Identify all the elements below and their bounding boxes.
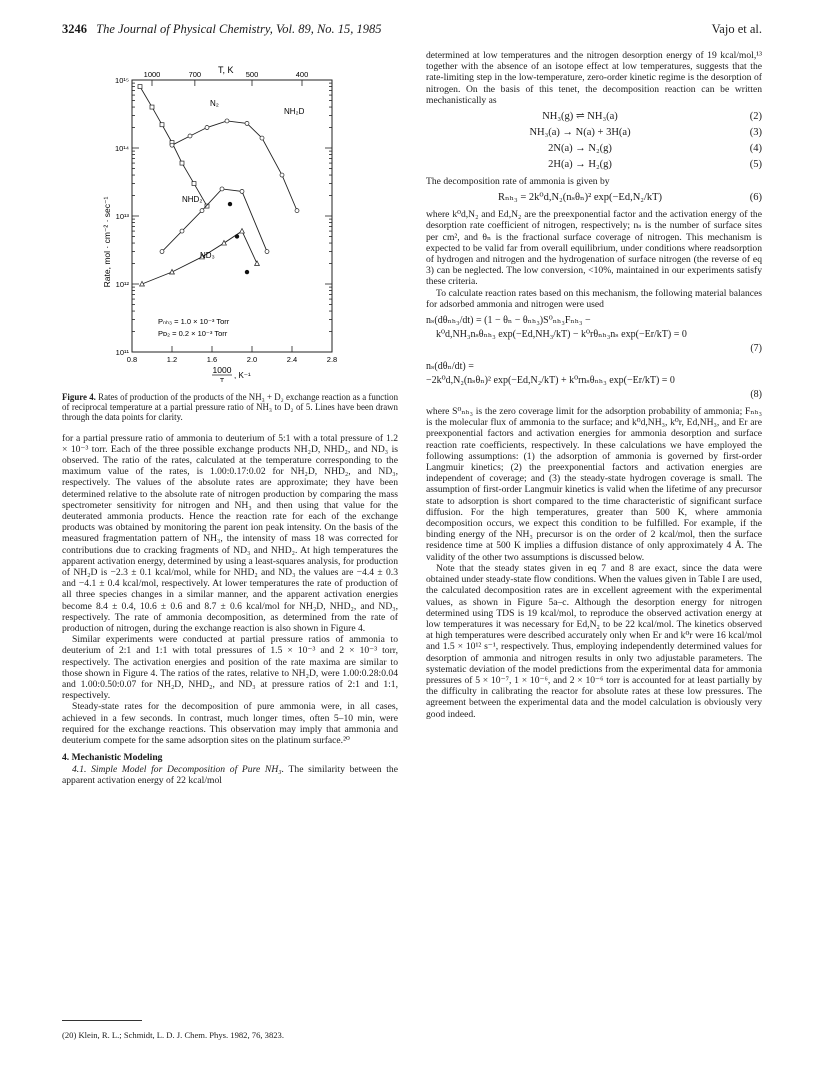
label-nh2d: NH₂D [284,107,305,116]
data-point [245,121,249,125]
data-point [220,187,224,191]
data-point [170,143,174,147]
data-point [222,240,227,245]
data-point [188,134,192,138]
top-tick-label: 1000 [143,70,161,79]
right-para-5: where S⁰ₙₕ₃ is the zero coverage limit for the adsorption probability of ammonia; Fₙₕ₃ is the molecular flux of ammonia to the surface; and k⁰d,NH₃, k⁰r, Ed,NH₃, and Er are preexponential factors and activation energies for ammonia desorption and surface reaction rate coefficients, respectively. In these calculations we have employed the following assumptions: (1) the adsorption of ammonia is governed by first-order Langmuir kinetics; (2) the preexponential factors and activation energies are independent of coverage; and (3) the steady-state hydrogen coverage is small. The assumption of first-order Langmuir kinetics is valid when the lifetime of any precursor state to adsorption is short compared to the time characteristic of significant surface diffusion. For the high temperatures, greater than 500 K, where ammonia decomposition occurs, we expect this condition to be fulfilled. For example, if the binding energy of the NH₃ precursor is on the order of 2 kcal/mol, then the surface residence time at 500 K implies a diffusion distance of only approximately 4 Å. The validity of the other two assumptions is discussed below. [426,406,762,563]
subsection-text: The similarity between the apparent activation energy of 22 kcal/mol [62,763,398,786]
data-point [138,85,142,89]
equation-7-number: (7) [750,343,762,355]
subsection-title: 4.1. Simple Model for Decomposition of Pure NH₃. [72,763,284,775]
data-point [150,105,154,109]
left-para-2: Similar experiments were conducted at partial pressure ratios of ammonia to deuterium of 2:1 and 1:1 with total pressures of 1.5 × 10⁻³ and 2 × 10⁻³ torr, respectively. The activation energies and position of the rate maxima are similar to those shown in Figure 4. The ratios of the rates, relative to NH₂D, were 1.00:0.28:0.04 and 1.00:0.50:0.07 for NH₂D, NHD₂, and ND₃ at pressure ratios of 2:1 and 1:1, respectively. [62,634,398,702]
top-tick-label: 400 [295,70,309,79]
equation-3 [426,125,762,141]
x-tick-label: 2.0 [246,355,258,364]
data-point [225,119,229,123]
y-axis-label: Rate, mol · cm⁻² · sec⁻¹ [102,196,112,288]
left-column [62,392,398,786]
equation-7 [426,314,762,356]
equation-6 [426,190,762,206]
x-label-denominator: T [219,378,225,382]
label-nhd2: NHD₂ [182,195,203,204]
pressure-d2: Pᴅ₂ = 0.2 × 10⁻³ Torr [158,329,228,338]
figure-4-caption [62,392,398,423]
right-para-6: Note that the steady states given in eq 7 and 8 are exact, since the data were obtained under steady-state flow conditions. When the values given in Table I are used, the calculated decomposition rates are in excellent agreement with the experimental values, as shown in Figure 5a–c. Although the desorption energy for nitrogen determined using TDS is 19 kcal/mol, to reproduce the observed activation energy at low temperatures it was necessary for Ed,N₂ to be 22 kcal/mol. The kinetics observed at high temperatures were described accurately only when Er and k⁰r were 16 kcal/mol and 1.5 × 10¹² s⁻¹, respectively. Thus, employing independently determined values for desorption of ammonia and nitrogen results in only two adjustable parameters. The systematic deviation of the model predictions from the experimental data for ammonia pressures of 5 × 10⁻⁷, 1 × 10⁻⁶, and 2 × 10⁻⁶ torr is accounted for at least partially by the difficulty in calibrating the reactor for absolute rates at these low pressures. The agreement between the experimental data and the model calculation is obviously very good indeed. [426,562,762,720]
equation-7-line-2: k⁰d,NH₃nₛθₙₕ₃ exp(−Ed,NH₃/kT) − k⁰rθₙₕ₃nₛ exp(−Er/kT) = 0 [436,329,687,341]
equation-4-expr: 2N(a) → N₂(g) [548,143,612,155]
right-para-1: determined at low temperatures and the nitrogen desorption energy of 19 kcal/mol,¹³ together with the absence of an isotope effect at low temperatures, suggests that the rate-limiting step in the low-temperature, zero-order kinetic regime is the desorption of nitrogen. On the basis of this tenet, the decomposition reaction can be written mechanistically as [426,50,762,106]
right-para-4: To calculate reaction rates based on this mechanism, the following material balances for adsorbed ammonia and nitrogen were used [426,287,762,310]
data-point [170,269,175,274]
equation-5-expr: 2H(a) → H₂(g) [548,159,612,171]
right-para-2: The decomposition rate of ammonia is given by [426,176,610,188]
equation-8-number: (8) [750,389,762,401]
equation-4 [426,141,762,157]
figure-4-chart [92,62,362,382]
plot-frame [132,80,332,352]
right-column [426,50,762,720]
equation-3-expr: NH₃(a) → N(a) + 3H(a) [529,127,631,139]
journal-title: The Journal of Physical Chemistry, Vol. 89, No. 15, 1985 [96,22,382,36]
equation-6-number: (6) [749,192,762,204]
y-tick-label: 10¹³ [115,212,129,221]
data-point [295,209,299,213]
left-para-1: for a partial pressure ratio of ammonia to deuterium of 5:1 with a total pressure of 1.2 × 10⁻³ torr. Each of the three possible exchange products NH₂D, NHD₂, and ND₃ is observed. The ratio of the rates, calculated at the temperature corresponding to the maximum value of the rates, is 1.00:0.17:0.02 for NH₂D, NHD₂, and ND₃, respectively. The values of the absolute rates are approximate; they have been determined relative to the absolute rate of nitrogen production by comparing the mass spectrometer sensitivity for nitrogen and NH₃ and then using that value for the deuterated ammonia products. Hence the reaction rate for each of the exchange products was obtained by monitoring the parent ion peak intensity. On the basis of the measured fragmentation pattern of NH₃, the intensity of mass 18 was corrected for contributions due to cracking fragments of ND₃ and NHD₂. At high temperatures the apparent activation energy, determined by using a least-squares analysis, for production of NH₂D is −2.3 ± 0.1 kcal/mol, while for NHD₂ and ND₃ the values are −4.4 ± 0.3 and −4.1 ± 0.4 kcal/mol, respectively. At lower temperatures the rate of production of all three species changes in a similar manner, and the apparent activation energies become 8.4 ± 0.4, 10.6 ± 0.6 and 8.7 ± 0.6 kcal/mol for NH₂D, NHD₂, and ND₃, respectively. The rate of ammonia decomposition, as determined from the rate of production of nitrogen, during the exchange reaction is also shown in Figure 4. [62,432,398,635]
data-point [228,202,232,206]
equation-4-number: (4) [749,143,762,155]
equation-3-number: (3) [749,127,762,139]
y-tick-label: 10¹⁵ [115,76,129,85]
series-line [162,189,267,252]
data-point [235,234,239,238]
data-point [260,136,264,140]
equation-8-line-1: nₛ(dθₙ/dt) = [426,361,474,373]
author-header: Vajo et al. [711,22,762,36]
y-tick-label: 10¹⁴ [114,144,129,153]
data-point [205,126,209,130]
pressure-nh3: Pₙₕ₃ = 1.0 × 10⁻³ Torr [158,317,230,326]
equation-8 [426,360,762,402]
footnote-rule [62,1020,142,1021]
equation-6-expr: Rₙₕ₃ = 2k⁰d,N₂(nₛθₙ)² exp(−Ed,N₂/kT) [497,192,663,204]
data-point [245,270,249,274]
page-number: 3246 [62,22,87,36]
data-point [240,228,245,233]
running-header [62,22,762,40]
data-point [160,123,164,127]
y-tick-label: 10¹² [115,280,129,289]
footnote: (20) Klein, R. L.; Schmidt, L. D. J. Chem. Phys. 1982, 76, 3823. [62,1030,285,1040]
equation-2-expr: NH₃(g) ⇌ NH₃(a) [542,111,618,123]
data-point [240,189,244,193]
x-tick-label: 1.6 [206,355,218,364]
equation-5-number: (5) [749,159,762,171]
data-point [180,229,184,233]
equation-5 [426,157,762,173]
section-heading: 4. Mechanistic Modeling [62,752,163,764]
data-point [280,173,284,177]
equation-8-line-2: −2k⁰d,N₂(nₛθₙ)² exp(−Ed,N₂/kT) + k⁰rnₛθₙₕ₃ exp(−Er/kT) = 0 [426,375,675,387]
x-tick-label: 2.4 [286,355,298,364]
data-point [255,261,260,266]
data-point [200,209,204,213]
y-tick-label: 10¹¹ [115,348,129,357]
equation-7-line-1: nₛ(dθₙₕ₃/dt) = (1 − θₙ − θₙₕ₃)S⁰ₙₕ₃Fₙₕ₃ − [426,315,591,327]
caption-text: Rates of production of the products of the NH₃ + D₂ exchange reaction as a function of reciprocal temperature at a partial pressure ratio of NH₃ to D₂ of 5. Lines have been drawn through the data points for clarity. [62,392,399,423]
caption-label: Figure 4. [62,392,96,402]
equation-2-number: (2) [749,111,762,123]
data-point [160,250,164,254]
top-tick-label: 500 [245,70,259,79]
x-label-unit: , K⁻¹ [234,371,251,380]
top-tick-label: 700 [188,70,202,79]
label-n2: N₂ [210,99,219,108]
x-tick-label: 2.8 [326,355,338,364]
data-point [265,250,269,254]
x-tick-label: 1.2 [166,355,178,364]
subsection-para [62,764,398,786]
x-label-numerator: 1000 [212,365,232,375]
left-para-3: Steady-state rates for the decomposition of pure ammonia were, in all cases, achieved in a few seconds. In contrast, much longer times, often 5–10 min, were required for the exchange reactions. This observation may imply that ammonia and deuterium compete for the same adsorption sites on the platinum surface.²⁰ [62,701,398,747]
top-axis-title: T, K [218,65,234,75]
x-tick-label: 0.8 [126,355,138,364]
right-para-3: where k⁰d,N₂ and Ed,N₂ are the preexponential factor and the activation energy of the desorption rate coefficient of nitrogen, respectively; nₛ is the number of surface sites per cm², and θₙ is the fractional surface coverage of nitrogen. This mechanism is expected to be valid far from overall equilibrium, under conditions where readsorption of hydrogen and nitrogen and the hydrogenation of surface nitrogen (the reverse of eq 3) can be neglected. The low conversion, <10%, maintained in our experiments satisfy these criteria. [426,209,762,288]
equation-2 [426,109,762,125]
data-point [192,182,196,186]
label-nd3: ND₃ [200,251,215,260]
data-point [180,161,184,165]
